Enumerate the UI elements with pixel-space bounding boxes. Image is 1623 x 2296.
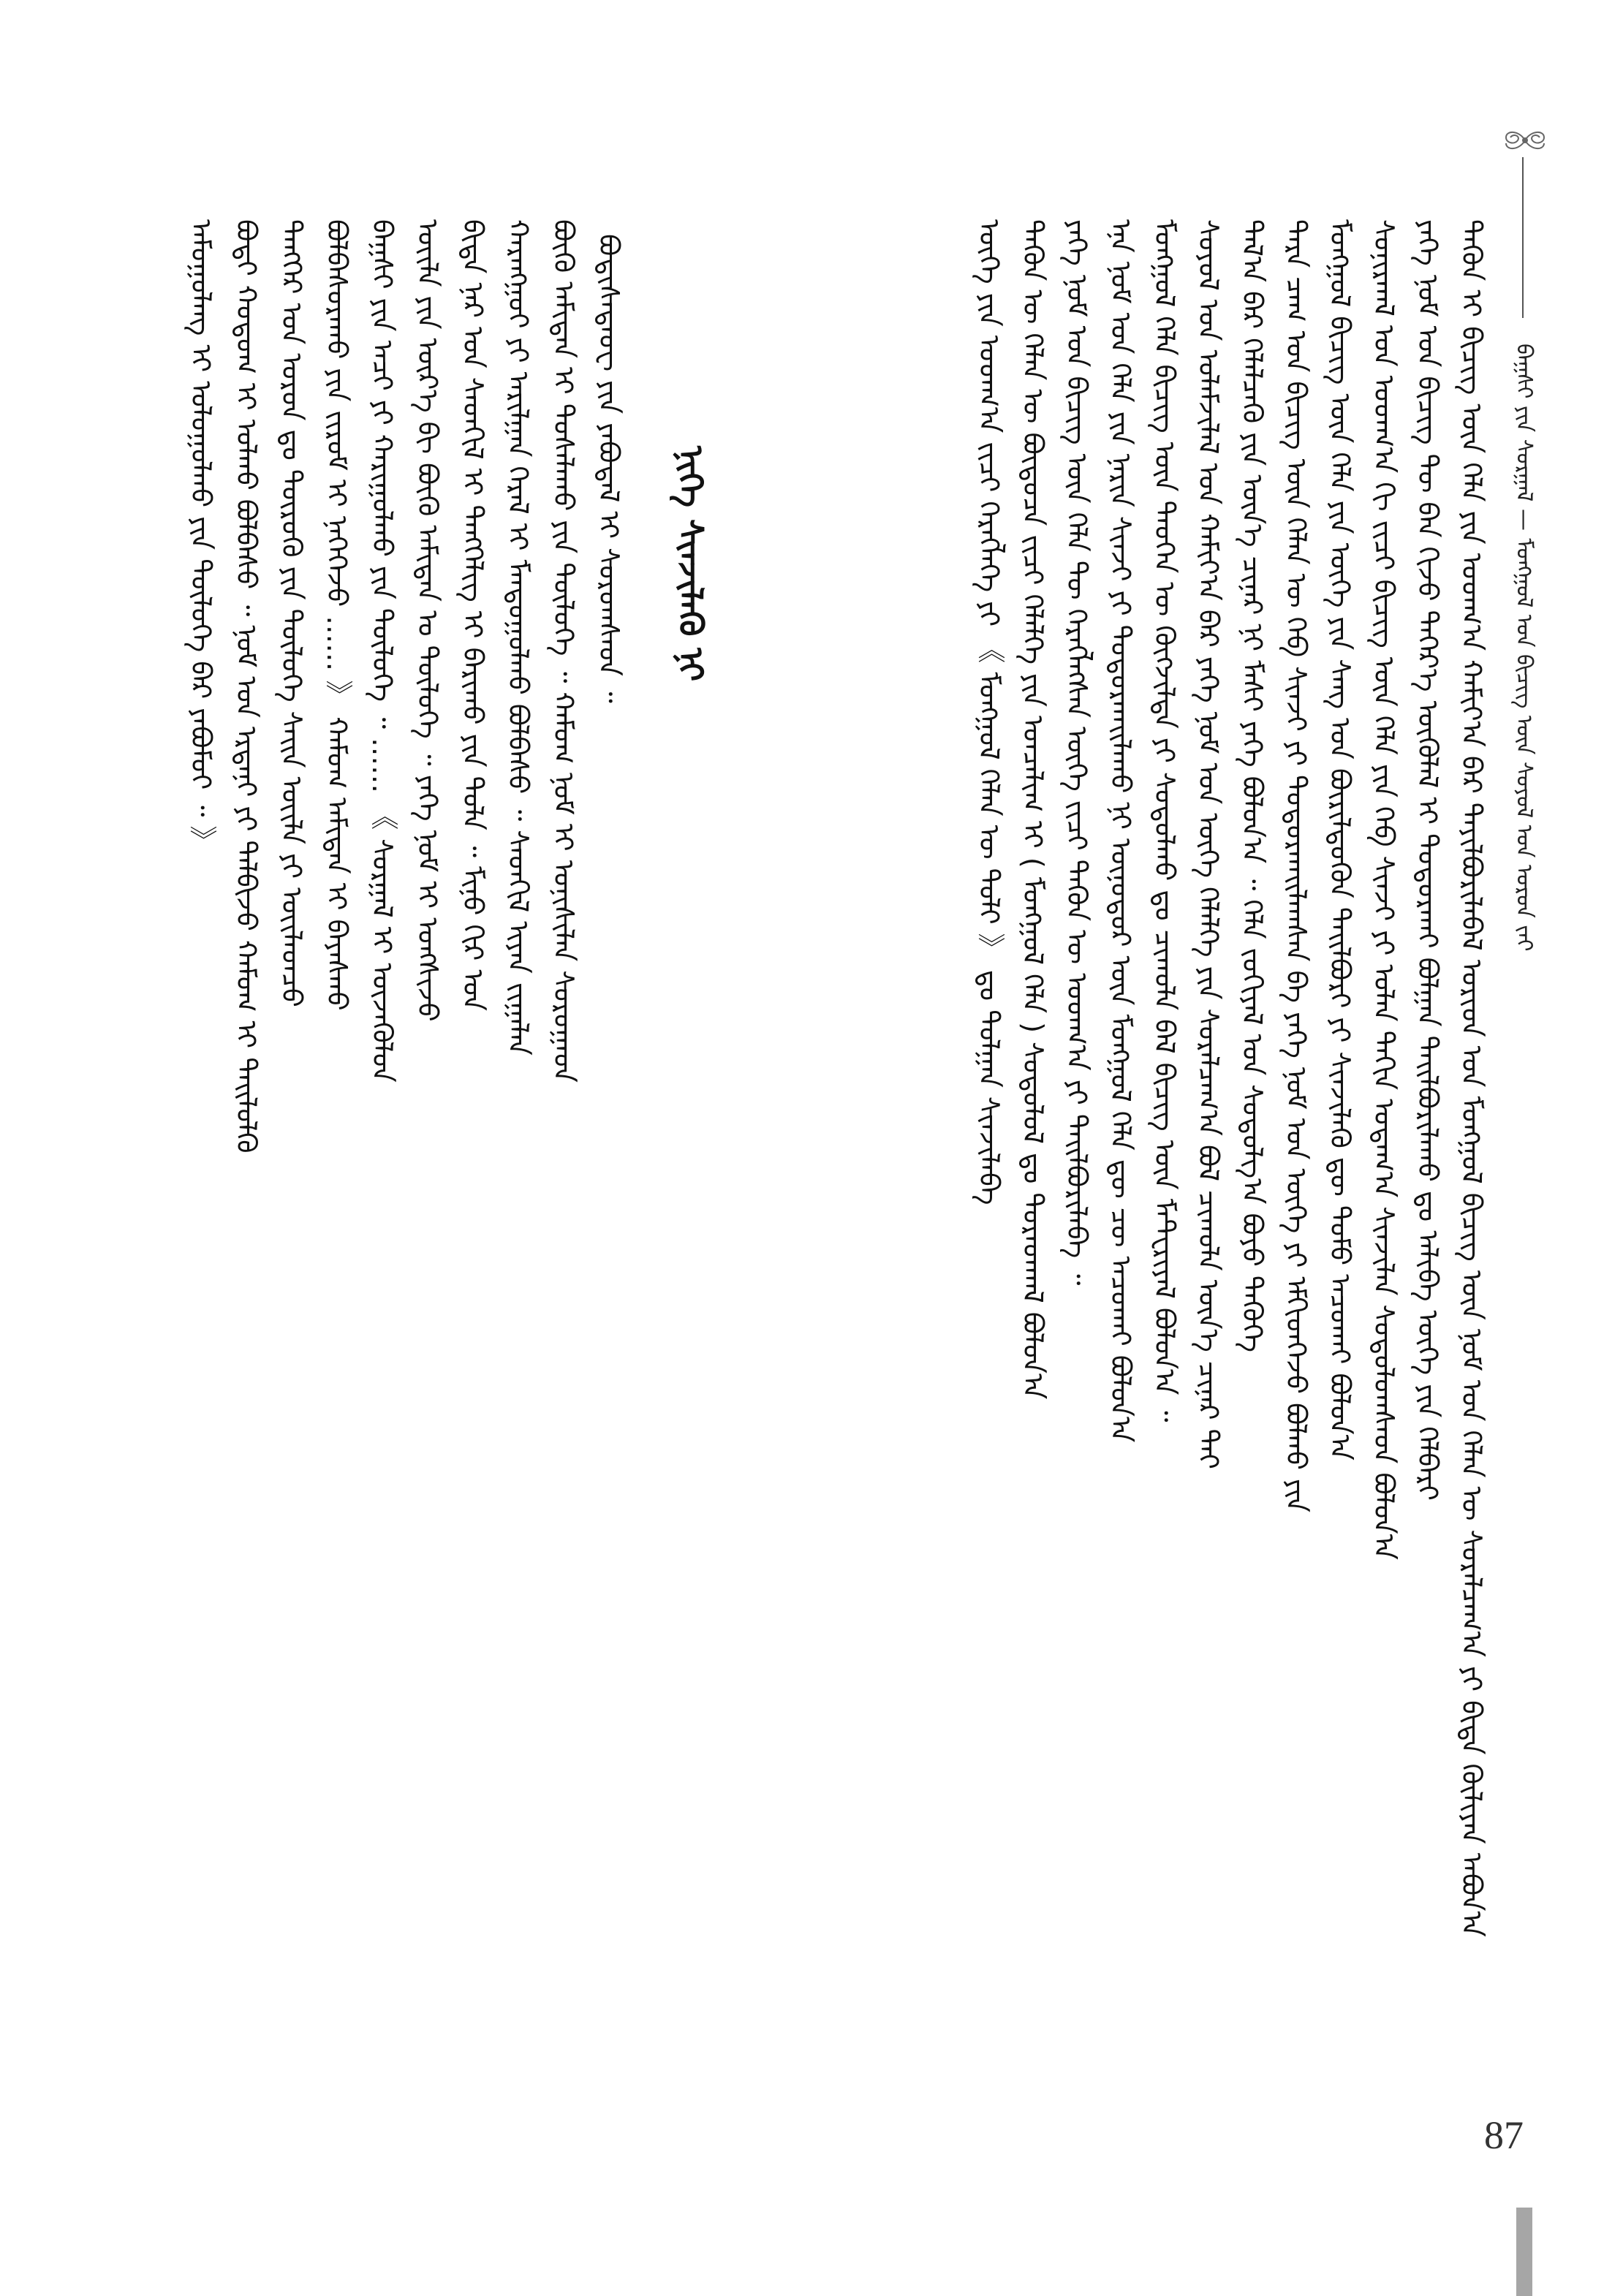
header-rule (1522, 157, 1524, 318)
running-header (1512, 344, 1535, 951)
verse-line: ᠪᠠᠭ᠋ᠰᠢ ᠶᠢᠨ ᠠᠴᠢ ᠶᠢ ᠬᠠᠷᠢᠭᠤᠯᠬᠤ ᠶᠢᠨ ᠲᠥᠯᠦᠭᠡ ᠃ …… 《 ᠰᠤᠷᠭᠠᠯ ᠢ ᠦᠵᠡᠭᠦᠯᠦᠨ (366, 219, 398, 1083)
verse-line: ᠠᠮᠤᠭᠤᠯᠠᠩ ᠢ ᠣᠯᠤᠭᠤᠯᠬᠤ ᠶᠢᠨ ᠲᠥᠯᠦᠭᠡ ᠪᠡᠷ ᠶᠠᠪᠤᠮᠤᠢ ᠃ 》 (185, 219, 217, 854)
paragraph-line: ᠲᠠᠯ᠎ᠠ ᠪᠠᠷ ᠬᠡᠯᠡᠯᠴᠡᠬᠦ ᠶᠢᠨ ᠦᠨ᠎ᠡ ᠴᠢᠨᠠᠷ ᠨᠢ ᠮᠠᠰᠢ ᠶᠡᠬᠡ ᠪᠣᠯᠤᠨ᠎ᠠ ᠃ ᠬᠡᠯᠡ ᠵᠣᠬᠢᠶᠠᠯ ᠤᠨ ᠰᠤᠳᠤᠯᠭ᠎ᠠ ᠪᠤᠶᠤ ᠲᠡᠭᠦᠬᠡ (1236, 219, 1268, 1352)
paragraph-line: ᠮᠣᠩᠭᠣᠯ ᠬᠡᠯᠡ ᠪᠢᠴᠢᠭ ᠦᠨ ᠲᠡᠦᠬᠡᠨ ᠦ ᠬᠥᠭᠵᠢᠯᠲᠡ ᠶᠢ ᠰᠤᠳᠤᠯᠬᠤ ᠳᠤ ᠴᠢᠬᠤᠯᠠ ᠪᠡᠯ ᠪᠢᠴᠢᠭ ᠦᠨ ᠮᠠᠲ᠋ᠧᠷᠢᠶᠠᠯ ᠪᠣᠯᠤᠨ᠎ᠠ ᠃ (1149, 219, 1181, 1422)
header-separator: — (1511, 508, 1537, 531)
verse-line: ᠪᠣᠳᠢᠰᠠᠳᠤ᠋ᠸ ᠶᠢᠨ ᠶᠠᠪᠤᠳᠠᠯ ᠢ ᠰᠤᠷᠤᠭᠰᠠᠳ ᠃ (593, 234, 625, 703)
ornament-icon (1490, 123, 1560, 158)
verse-line: ᠪᠣᠳᠢ ᠬᠤᠲᠤᠭ ᠢ ᠣᠯᠬᠤ ᠪᠣᠯᠪᠠᠰᠤ ᠃ ᠨᠣᠮ ᠤᠨ ᠡᠷᠳᠡᠨᠢ ᠶᠢ ᠲᠠᠯᠪᠢᠵᠤ ᠬᠠᠮᠤᠭ ᠢ ᠲᠡᠢᠯᠦᠯᠬᠦ (230, 219, 262, 1153)
paragraph-line: ᠦᠭᠡ ᠶᠢᠨ ᠤᠳᠬ᠎ᠠ ᠵᠢᠴᠢ ᠬᠡᠷᠡᠭᠯᠡᠭᠡ ᠶᠢ 《 ᠮᠣᠩᠭᠣᠯ ᠬᠡᠯᠡᠨ ᠦ ᠲᠣᠯᠢ 》 ᠳᠤ ᠲᠤᠯᠭᠠᠨ ᠰᠢᠨᠵᠢᠯᠡᠪᠡ (973, 219, 1005, 1205)
section-heading: ᠨᠢᠭᠡ ᠰᠢᠨᠵᠢᠯᠡᠬᠦ ᠨᠢ (671, 446, 711, 682)
header-title-right: ᠪᠠᠭ᠋ᠰᠢ ᠶᠢᠨ ᠰᠤᠷᠭᠠᠯ (1511, 344, 1537, 502)
verse-line: ᠦᠢᠯᠡ ᠶᠢᠨ ᠦᠷ᠎ᠡ ᠪᠢ ᠪᠦᠬᠦ ᠠᠮᠢᠳᠠᠨ ᠤ ᠲᠥᠯᠦᠭᠡ ᠃ ᠶᠡᠬᠡ ᠨᠣᠮ ᠢ ᠤᠩᠰᠢᠵᠤ (412, 219, 444, 1022)
verse-line: ᠪᠣᠯᠪᠠᠰᠤᠷᠠᠬᠤ ᠶᠢᠨ ᠵᠢᠷᠤᠮ ᠢ ᠨᠡᠭᠡᠭᠡᠵᠦ …… 》 ᠬᠠᠮᠤᠭ ᠠᠮᠢᠳᠠᠨ ᠢ ᠪᠠᠶᠠᠰᠬᠤ (321, 219, 353, 1011)
header-title-left: ᠮᠣᠩᠭᠣᠯ ᠤᠨ ᠪᠢᠴᠢᠭ ᠦᠨ ᠰᠣᠶᠣᠯ ᠤᠨ ᠣᠷᠣᠨ ᠵᠠᠢ (1511, 538, 1537, 952)
page-number: 87 (1484, 2113, 1524, 2157)
paragraph-line: ᠲᠡᠭᠦᠨ ᠦ ᠬᠡᠯᠡᠨ ᠦ ᠪᠦᠲᠦᠴᠡ ᠵᠢᠴᠢ ᠬᠡᠯᠡᠯᠭᠡ ᠶᠢᠨ ᠣᠨᠴᠠᠯᠢᠭ ᠢ ( ᠮᠣᠩᠭᠣᠯ ᠬᠡᠯᠡ ) ᠰᠤᠳᠤᠯᠤᠯ ᠳᠤ ᠳᠤᠷᠠᠳᠬᠠᠯ ᠪᠣᠯᠤᠨ᠎ᠠ (1017, 219, 1049, 1400)
edge-tab (1516, 2208, 1532, 2296)
verse-line: ᠪᠦᠬᠦ ᠠᠮᠢᠳᠠᠨ ᠢ ᠲᠤᠰᠠᠯᠠᠬᠤ ᠶᠢᠨ ᠲᠥᠯᠦᠭᠡ ᠃ ᠬᠠᠮᠤᠭ ᠨᠣᠮ ᠢ ᠤᠨᠢᠰᠢᠯᠠᠨ ᠰᠤᠷᠤᠭᠠᠳ (548, 219, 580, 1083)
paragraph-line: ᠲᠡᠷᠡ ᠴᠠᠭ ᠤᠨ ᠪᠢᠴᠢᠭ ᠦᠨ ᠬᠡᠯᠡᠨ ᠦ ᠬᠡᠪ ᠰᠢᠨᠵᠢ ᠶᠢ ᠲᠣᠳᠣᠷᠬᠠᠢᠯᠠᠭᠰᠠᠨ ᠪᠠ ᠶᠡᠬᠡ ᠨᠣᠮ ᠤᠨ ᠦᠭᠡ ᠶᠢ ᠡᠮᠬᠢᠳᠬᠡᠵᠦ ᠪᠣᠯᠬᠤ ᠶᠢᠨ (1280, 219, 1312, 1512)
verse-line: ᠲᠡᠩᠭᠡᠷ ᠤᠨ ᠣᠷᠣᠨ ᠳᠤ ᠲᠥᠷᠥᠬᠦ ᠶᠢᠨ ᠲᠥᠯᠦᠭᠡ ᠰᠠᠢᠨ ᠦᠢᠯᠡ ᠶᠢ ᠦᠢᠯᠡᠳᠴᠦ (276, 219, 308, 1007)
paragraph-line: ᠡᠨᠡ ᠨᠣᠮ ᠤᠨ ᠬᠡᠯᠡ ᠶᠢᠨ ᠨᠠᠷᠢᠨ ᠰᠢᠨᠵᠢ ᠶᠢ ᠲᠣᠳᠣᠷᠬᠠᠢᠯᠠᠬᠤ ᠨᠢ ᠥᠨᠥᠳᠥᠷ ᠦᠨ ᠮᠣᠩᠭᠣᠯ ᠬᠡᠯᠡ ᠳᠦ ᠴᠦ ᠠᠴᠤᠬᠠᠢ ᠪᠣᠯᠤᠨ᠎ᠠ (1105, 219, 1137, 1443)
paragraph-line: ᠰᠣᠨᠢᠷᠬᠠᠯ ᠤᠨ ᠤᠳᠬ᠎ᠠ ᠬᠢ ᠵᠢᠴᠢ ᠪᠢᠴᠢᠭ᠌ ᠦᠨ ᠬᠡᠯᠡ ᠶᠢᠨ ᠬᠡᠪ ᠰᠢᠨᠵᠢ ᠶᠢ ᠣᠯᠠᠨ ᠳᠠᠬᠢᠨ ᠤᠳᠠᠭ᠎ᠠ ᠰᠢᠨᠵᠢᠯᠡᠨ ᠰᠤᠳᠤᠯᠤᠭᠰᠠᠳ ᠪᠣᠯᠤᠨ᠎ᠠ (1368, 219, 1400, 1560)
paragraph-line: ᠰᠣᠶᠣᠯ ᠤᠨ ᠤᠯᠠᠮᠵᠢᠯᠠᠯ ᠤᠨ ᠬᠠᠮᠢᠶ᠎ᠠ ᠪᠠᠷ ᠶᠡᠬᠡ ᠨᠣᠮ ᠤᠨ ᠦᠭᠡ ᠬᠡᠯᠡᠯᠭᠡ ᠶᠢᠨ ᠰᠤᠷᠠᠯᠴᠠᠭ᠎ᠠ ᠪᠣᠯ ᠴᠢᠬᠤᠯᠠ ᠦᠨ᠎ᠡ ᠴᠢᠨᠠᠷ ᠲᠠᠢ (1192, 219, 1225, 1469)
paragraph-line: ᠮᠣᠩᠭᠣᠯ ᠪᠢᠴᠢᠭ ᠦᠨ ᠬᠡᠯᠡ ᠶᠢᠨ ᠦᠭᠡ ᠶᠢᠨ ᠰᠠᠩ ᠤᠨ ᠪᠦᠷᠢᠯᠳᠦᠬᠦᠨ ᠲᠠᠢᠯᠪᠤᠷᠢ ᠶᠢ ᠰᠢᠨᠵᠢᠯᠡᠬᠦ ᠳᠦ ᠲᠣᠮᠣ ᠠᠴᠤᠬᠠᠢ ᠪᠣᠯᠤᠨ᠎ᠠ (1324, 219, 1356, 1460)
verse-line: ᠬᠠᠷᠠᠩᠭᠤᠢ ᠶᠢ ᠠᠷᠢᠯᠭᠠᠨ ᠭᠡᠷᠡᠯ ᠢ ᠮᠠᠨᠳᠤᠭᠤᠯᠬᠤ ᠪᠣᠯᠪᠠᠰᠤ ᠃ ᠰᠡᠳᠬᠢᠯ ᠢᠶᠡᠨ ᠵᠢᠭᠠᠯᠠᠨ (502, 219, 534, 1056)
paragraph-line: ᠶᠡᠬᠡ ᠨᠣᠮ ᠤᠨ ᠪᠢᠴᠢᠭ ᠲᠦ ᠪᠠᠨ ᠬᠢᠵᠦ ᠳᠡᠭᠡᠷ᠎ᠡ ᠥᠭᠦᠯᠡᠯ ᠢ ᠲᠣᠳᠣᠷᠬᠠᠢ ᠪᠣᠯᠭᠠᠨ ᠲᠠᠢᠯᠪᠤᠷᠢᠯᠠᠬᠤ ᠳᠤ ᠠᠯᠢᠪᠠ ᠦᠭᠡ ᠶᠢᠨ ᠬᠡᠯᠪᠡᠷᠢ (1412, 219, 1444, 1501)
paragraph-line: ᠲᠡᠭᠦᠨ ᠢ ᠪᠢᠴᠢᠭ᠌ ᠦᠨ ᠬᠡᠯᠡ ᠶᠢᠨ ᠤᠳᠬ᠎ᠠ ᠬᠠᠮᠢᠶ᠎ᠠ ᠪᠠᠷ ᠲᠠᠶᠢᠯᠪᠤᠷᠢᠯᠠᠪᠠᠯ ᠤᠷᠢᠳ ᠤᠨ ᠮᠣᠩᠭᠣᠯ ᠪᠢᠴᠢᠭ᠌ ᠦᠨ ᠨᠣᠮ ᠤᠨ ᠬᠡᠯᠡᠨ ᠦ ᠰᠤᠷᠠᠯᠴᠠᠭ᠎ᠠ ᠶᠢ ᠪᠢᠳᠡ ᠬᠦᠯᠢᠶᠡᠨ ᠠᠪᠤᠨ᠎ᠠ (1456, 219, 1488, 1937)
verse-line: ᠪᠢᠳᠡ ᠨᠠᠷ ᠤᠨ ᠰᠡᠳᠬᠢᠯ ᠢ ᠲᠡᠩᠭᠡᠯᠢᠭ ᠢ ᠪᠠᠷᠢᠬᠤ ᠶᠢᠨ ᠳᠤᠯᠠ ᠃ ᠮᠢᠨᠤ ᠬᠢᠷ ᠤᠨ (457, 219, 489, 1012)
paragraph-line: ᠶᠡᠬᠡ ᠨᠣᠮ ᠤᠨ ᠪᠢᠴᠢᠭ ᠦᠨ ᠬᠡᠯᠡ ᠲᠦ ᠬᠡᠷᠡᠭᠯᠡᠭᠰᠡᠨ ᠦᠭᠡ ᠵᠢᠴᠢ ᠲᠡᠭᠦᠨ ᠦ ᠤᠳᠬ᠎ᠠ ᠶᠢ ᠲᠠᠢᠯᠪᠤᠷᠢᠯᠠᠪᠠ ᠃ (1061, 219, 1093, 1286)
